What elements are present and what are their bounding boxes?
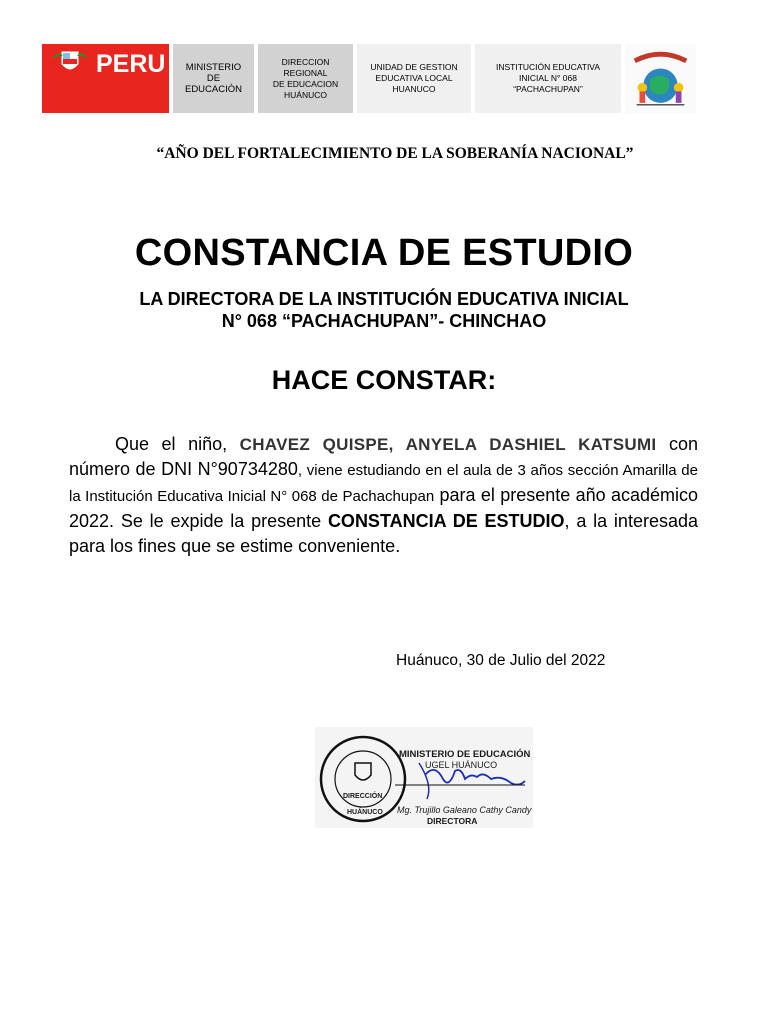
- student-name: CHAVEZ QUISPE, ANYELA DASHIEL KATSUMI: [239, 435, 657, 454]
- header-line: DE: [206, 73, 221, 84]
- letterhead: [42, 44, 696, 113]
- body-closing: , a la interesada para los fines que se estime conveniente.: [69, 511, 698, 556]
- header-box-direccion: [258, 44, 353, 113]
- stamp-ministry: MINISTERIO DE EDUCACIÓN: [399, 749, 531, 760]
- document-subtitle: [0, 288, 768, 332]
- header-line: EDUCACIÒN: [184, 84, 242, 95]
- header-line: DE EDUCACION: [272, 78, 339, 89]
- header-line: DIRECCION: [281, 56, 330, 67]
- body-intro: Que el niño,: [115, 434, 240, 454]
- year-motto: “AÑO DEL FORTALECIMIENTO DE LA SOBERANÍA NACIONAL”: [156, 145, 634, 162]
- subtitle-line-2: N° 068 “PACHACHUPAN”- CHINCHAO: [221, 311, 547, 331]
- header-line: MINISTERIO: [185, 62, 242, 73]
- peru-label: PERU: [96, 50, 166, 78]
- header-box-ministerio: [173, 44, 254, 113]
- issue-date: Huánuco, 30 de Julio del 2022: [396, 652, 606, 669]
- body-dni: con número de DNI N°90734280: [69, 434, 698, 479]
- document-title: CONSTANCIA DE ESTUDIO: [134, 232, 634, 274]
- header-box-ugel: [357, 44, 471, 113]
- header-line: UNIDAD DE GESTION: [370, 62, 458, 72]
- coat-of-arms-icon: [50, 48, 90, 78]
- header-box-institucion: [475, 44, 621, 113]
- stamp-role: DIRECTORA: [427, 816, 478, 826]
- body-doc-name: CONSTANCIA DE ESTUDIO: [327, 511, 565, 531]
- header-line: INICIAL N° 068: [519, 73, 577, 83]
- peru-banner: [42, 44, 169, 113]
- stamp-signer: Mg. Trujillo Galeano Cathy Candy: [397, 805, 532, 815]
- header-line: INSTITUCIÓN EDUCATIVA: [495, 62, 601, 72]
- seal-bottom-label: HUÁNUCO: [347, 809, 383, 816]
- body-year: para el presente año académico 2022. Se le expide la presente: [69, 485, 698, 531]
- header-line: REGIONAL: [283, 67, 328, 78]
- subtitle-line-1: LA DIRECTORA DE LA INSTITUCIÓN EDUCATIVA INICIAL: [139, 289, 629, 309]
- school-logo-icon: [629, 46, 692, 112]
- signature-stamp: [315, 727, 533, 828]
- header-line: HUANUCO: [392, 84, 436, 94]
- stamp-ugel: UGEL HUÁNUCO: [425, 760, 498, 770]
- body-classroom: , viene estudiando en el aula de 3 años sección Amarilla de la Institución Educativa Inicial N° 068 de Pachachupan: [69, 462, 698, 505]
- seal-center-label: DIRECCIÓN: [343, 793, 383, 800]
- header-line: EDUCATIVA LOCAL: [375, 73, 453, 83]
- school-logo: [625, 44, 696, 113]
- header-line: HUÁNUCO: [284, 89, 327, 100]
- certificate-body: [69, 432, 698, 559]
- header-line: “PACHACHUPAN”: [513, 84, 583, 94]
- hace-constar-heading: HACE CONSTAR:: [271, 365, 497, 395]
